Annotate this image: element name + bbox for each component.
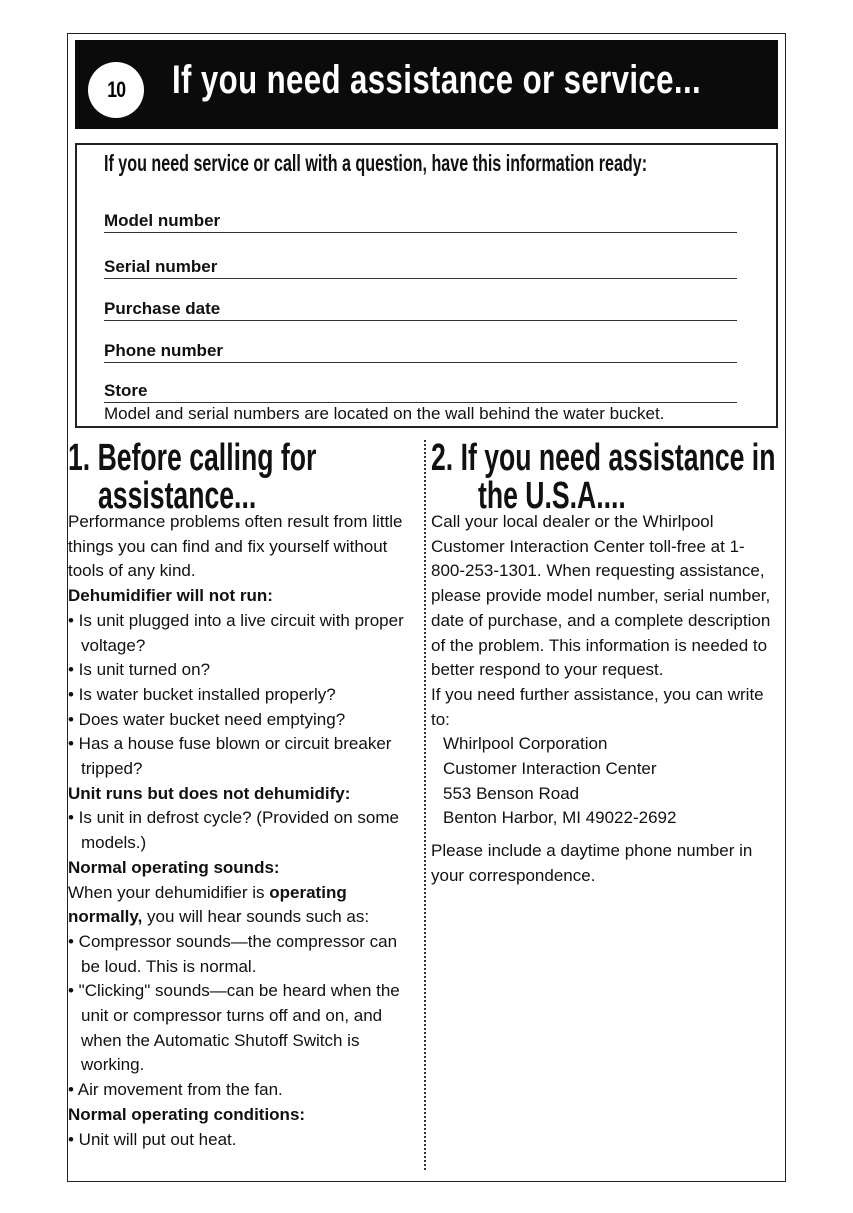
subheading-does-not-dehumidify: Unit runs but does not dehumidify: bbox=[68, 783, 351, 803]
sounds-intro-text: you will hear sounds such as: bbox=[142, 907, 370, 927]
left-title-line1: 1. Before calling for bbox=[68, 437, 317, 479]
list-item: • Air movement from the fan. bbox=[68, 1080, 283, 1100]
right-title-line1: 2. If you need assistance in bbox=[431, 437, 776, 479]
list-item: • "Clicking" sounds—can be heard when the unit or compressor turns off and on, and when the Automatic Shutoff Switch is working. bbox=[68, 981, 400, 1075]
store-field: Store bbox=[104, 380, 737, 403]
phone-paragraph: Please include a daytime phone number in your correspondence. bbox=[431, 841, 753, 885]
list-item: • Is unit in defrost cycle? (Provided on some models.) bbox=[68, 808, 399, 853]
subheading-will-not-run: Dehumidifier will not run: bbox=[68, 586, 273, 606]
header-title: If you need assistance or service... bbox=[172, 58, 702, 102]
list-item: • Is unit turned on? bbox=[68, 660, 211, 680]
column-divider bbox=[424, 440, 426, 1170]
info-heading: If you need service or call with a question, have this information ready: bbox=[104, 150, 648, 176]
address-line: 553 Benson Road bbox=[443, 783, 580, 803]
page-number-badge bbox=[88, 62, 144, 118]
list-item: • Does water bucket need emptying? bbox=[68, 709, 346, 729]
left-intro: Performance problems often result from little things you can find and fix yourself without tools of any kind. bbox=[68, 512, 403, 581]
contact-paragraph: Call your local dealer or the Whirlpool Customer Interaction Center toll-free at 1-800-253-1301. When requesting assistance, please provide model number, serial number, date of purchase, and a complete description of the problem. This information is needed to better respond to your request. bbox=[431, 512, 771, 680]
sounds-intro bbox=[68, 881, 413, 930]
subheading-normal-sounds: Normal operating sounds: bbox=[68, 857, 280, 877]
info-note: Model and serial numbers are located on the wall behind the water bucket. bbox=[104, 404, 665, 423]
list-item: • Compressor sounds—the compressor can be loud. This is normal. bbox=[68, 931, 398, 976]
sounds-intro-text: When your dehumidifier is bbox=[68, 882, 270, 902]
purchase-date-field: Purchase date bbox=[104, 298, 737, 321]
model-number-field: Model number bbox=[104, 210, 737, 233]
address-line: Benton Harbor, MI 49022-2692 bbox=[443, 808, 677, 828]
address-line: Customer Interaction Center bbox=[443, 759, 657, 779]
left-title-line2: assistance... bbox=[98, 475, 257, 517]
right-title-line2: the U.S.A.... bbox=[478, 475, 626, 517]
page-number: 10 bbox=[106, 77, 125, 102]
serial-number-field: Serial number bbox=[104, 256, 737, 279]
address-line: Whirlpool Corporation bbox=[443, 734, 608, 754]
list-item: • Is unit plugged into a live circuit with proper voltage? bbox=[68, 610, 404, 655]
list-item: • Has a house fuse blown or circuit breaker tripped? bbox=[68, 734, 392, 779]
list-item: • Is water bucket installed properly? bbox=[68, 684, 336, 704]
list-item: • Unit will put out heat. bbox=[68, 1129, 237, 1149]
subheading-normal-conditions: Normal operating conditions: bbox=[68, 1104, 306, 1124]
write-paragraph: If you need further assistance, you can write to: bbox=[431, 684, 764, 729]
right-column bbox=[431, 510, 776, 889]
phone-number-field: Phone number bbox=[104, 340, 737, 363]
sounds-intro-bold: operating normally, bbox=[68, 882, 347, 927]
left-column bbox=[68, 510, 413, 1152]
